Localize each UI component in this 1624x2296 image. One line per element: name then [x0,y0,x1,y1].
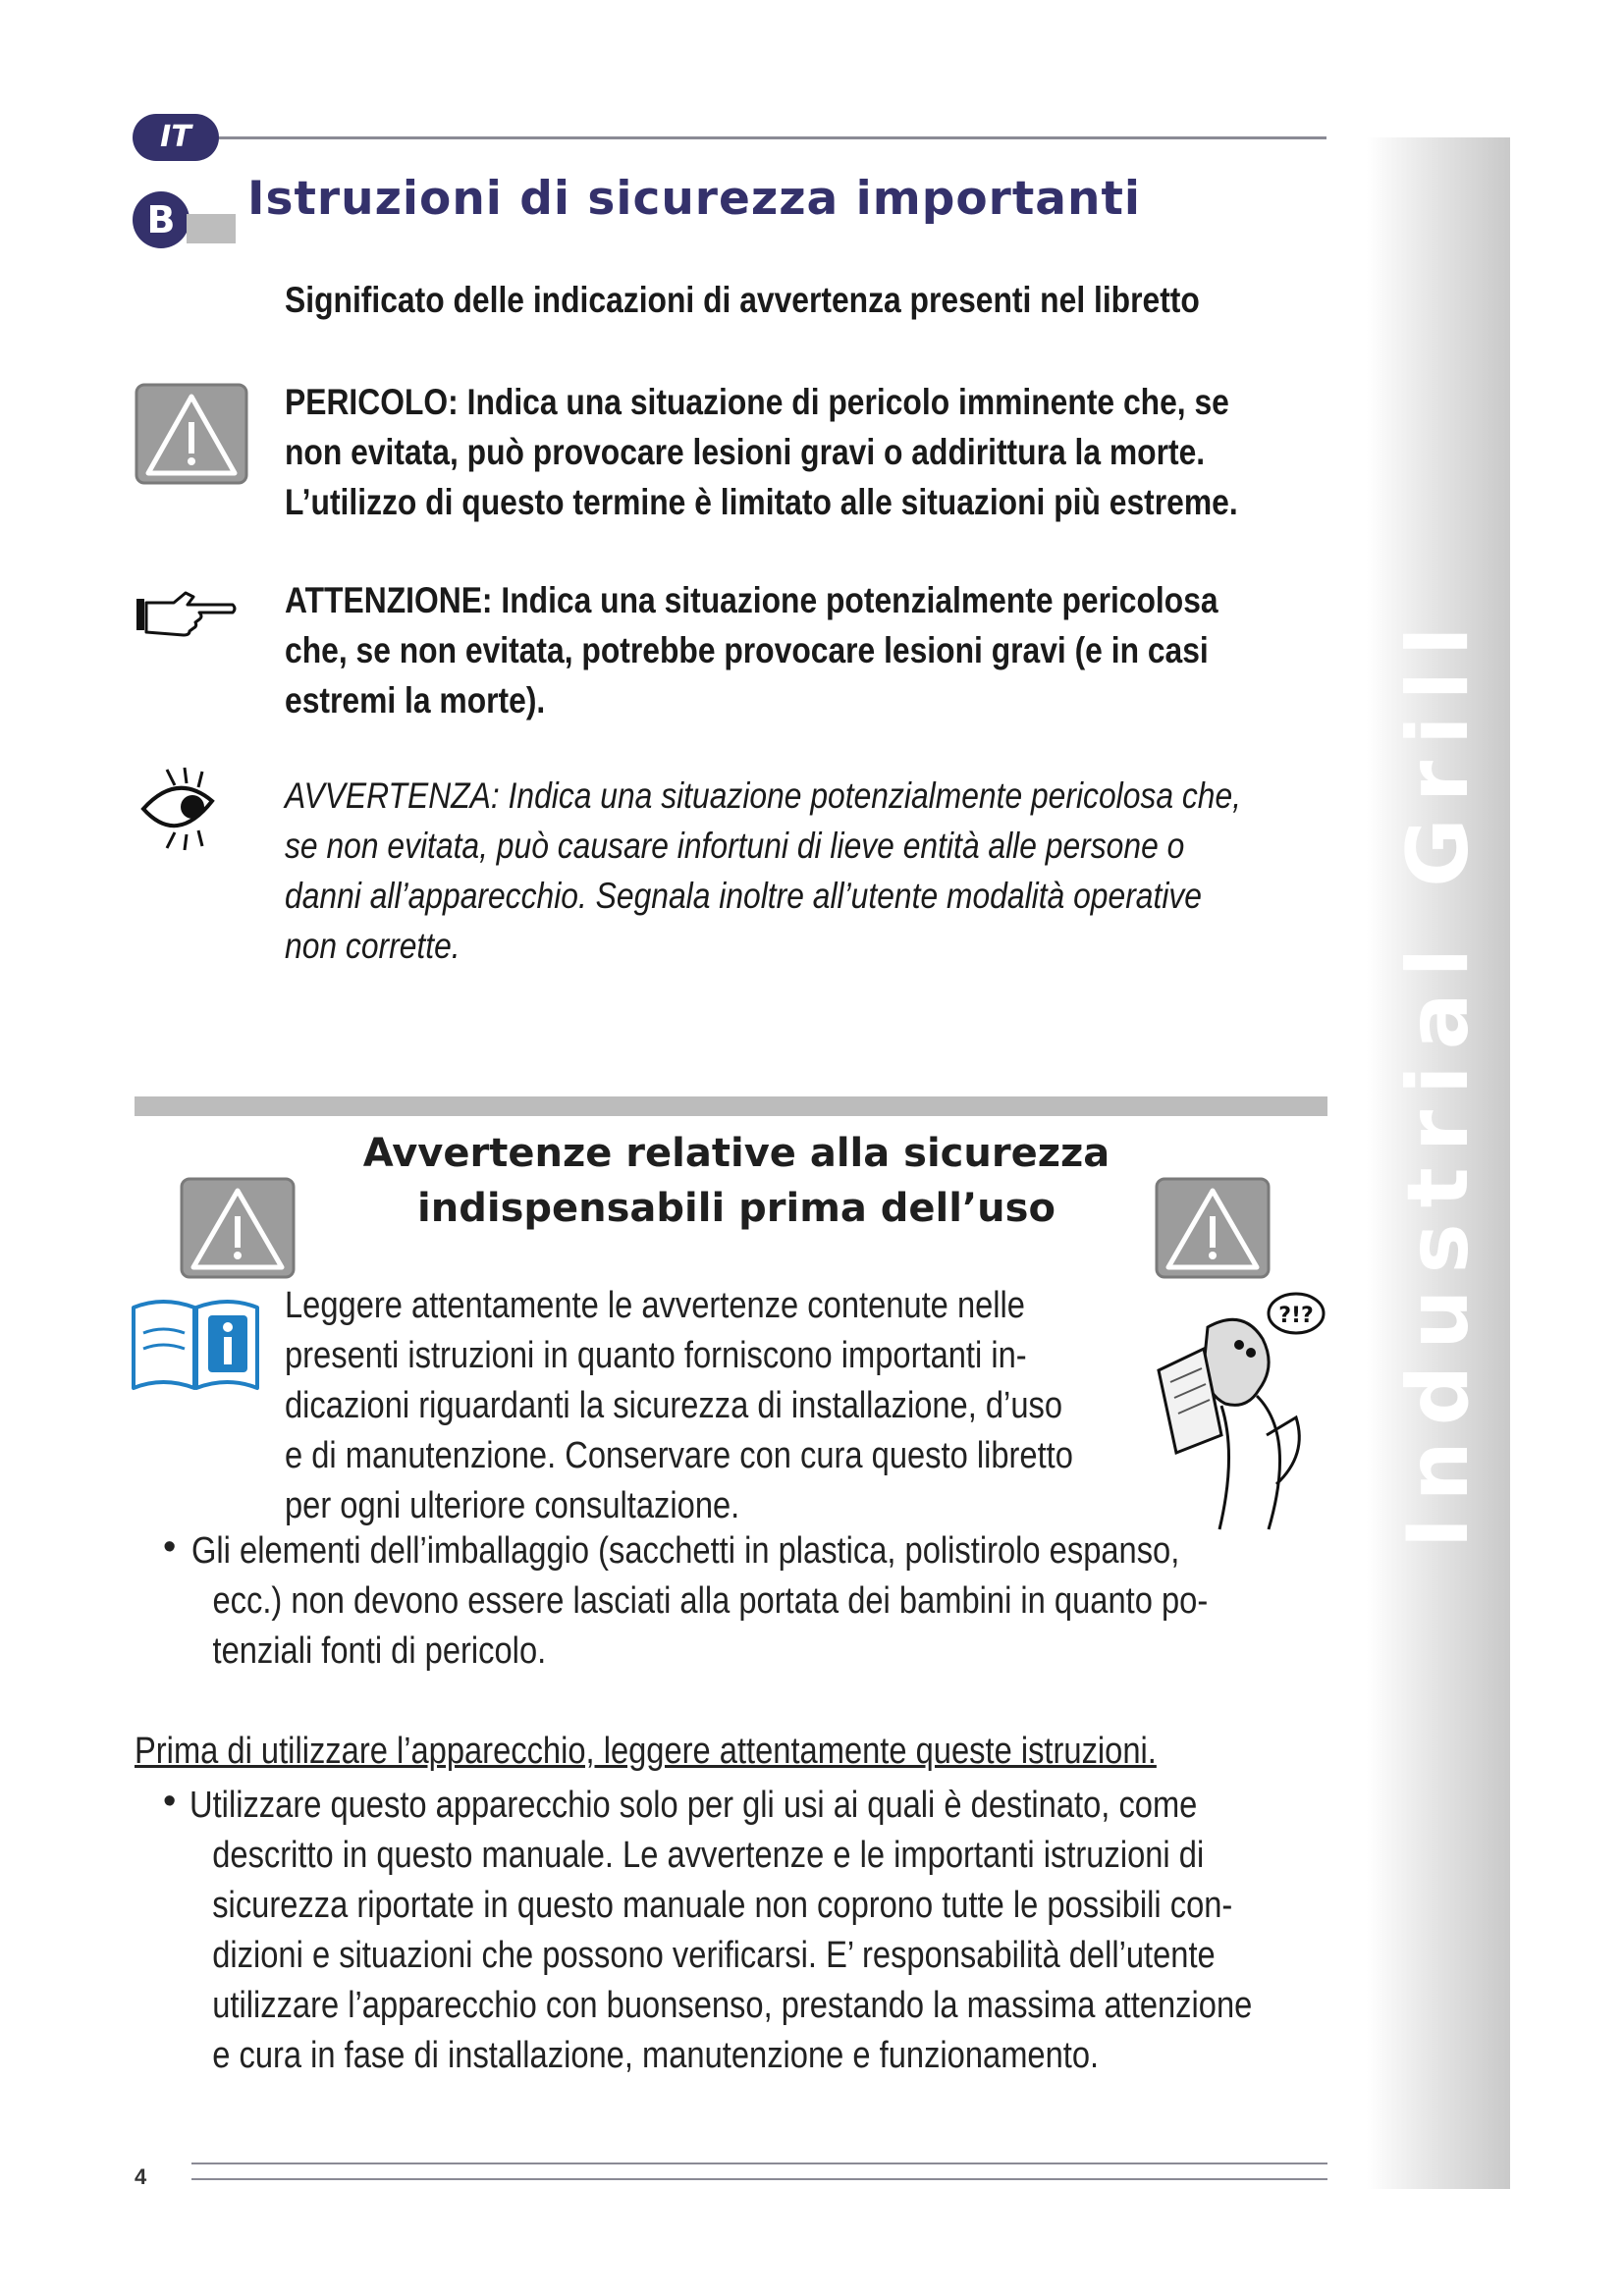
footer-rule [191,2163,1327,2164]
attention-line: estremi la morte). [285,680,546,721]
bullet-line: ecc.) non devono essere lasciati alla portata dei bambini in quanto po- [212,1580,1209,1622]
page-number: 4 [135,2164,147,2189]
attention-line: che, se non evitata, potrebbe provocare lesioni gravi (e in casi [285,630,1209,670]
bullet-line: Gli elementi dell’imballaggio (sacchetti in plastica, polistirolo espanso, [191,1530,1180,1572]
attention-paragraph [285,575,1326,725]
box-title-line2: indispensabili prima dell’uso [417,1186,1056,1231]
bullet-packaging [191,1526,1374,1677]
section-letter-bar [187,214,236,243]
read-line: dicazioni riguardanti la sicurezza di installazione, d’uso [285,1385,1063,1426]
bullet-line: descritto in questo manuale. Le avvertenze e le importanti istruzioni di [212,1835,1205,1876]
danger-line: non evitata, può provocare lesioni gravi o addirittura la morte. [285,432,1206,472]
danger-paragraph [285,377,1326,527]
info-book-icon [130,1294,261,1392]
read-line: per ogni ulteriore consultazione. [285,1485,740,1526]
section-letter-badge: B [133,191,189,248]
bullet-line: sicurezza riportate in questo manuale non coprono tutte le possibili con- [212,1885,1233,1926]
warning-paragraph [285,771,1326,971]
read-paragraph [285,1281,1168,1531]
box-title-line1: Avvertenze relative alla sicurezza [362,1131,1110,1176]
warning-line: AVVERTENZA: Indica una situazione potenzialmente pericolosa che, [285,775,1242,816]
bullet-dot: • [163,1526,177,1568]
header-rule [219,136,1326,139]
read-line: e di manutenzione. Conservare con cura questo libretto [285,1435,1073,1476]
bullet-line: dizioni e situazioni che possono verificarsi. E’ responsabilità dell’utente [212,1935,1216,1976]
bullet-line: utilizzare l’apparecchio con buonsenso, prestando la massima attenzione [212,1985,1253,2026]
underlined-instruction: Prima di utilizzare l’apparecchio, leggere attentamente queste istruzioni. [135,1731,1157,1772]
eye-icon [137,766,232,852]
reader-bubble-text: ?!? [1278,1304,1314,1328]
bullet-line: e cura in fase di installazione, manutenzione e funzionamento. [212,2035,1100,2076]
intro-subtitle: Significato delle indicazioni di avvertenza presenti nel libretto [285,280,1200,320]
read-line: presenti istruzioni in quanto forniscono importanti in- [285,1335,1027,1376]
warning-triangle-icon [135,383,248,485]
bullet-line: tenziali fonti di pericolo. [212,1630,547,1672]
footer-rule [191,2178,1327,2180]
warning-triangle-icon [180,1177,296,1279]
page-title: Istruzioni di sicurezza importanti [247,172,1142,226]
reading-person-icon [1149,1288,1327,1533]
danger-line: L’utilizzo di questo termine è limitato alle situazioni più estreme. [285,482,1238,522]
bullet-dot: • [163,1781,177,1822]
pointing-hand-icon [135,587,239,638]
attention-line: ATTENZIONE: Indica una situazione potenzialmente pericolosa [285,580,1218,620]
warning-line: non corrette. [285,926,460,966]
language-badge: IT [133,114,219,161]
read-line: Leggere attentamente le avvertenze contenute nelle [285,1285,1025,1326]
side-title: Industrial Grill [1389,611,1488,1549]
warning-line: danni all’apparecchio. Segnala inoltre all’utente modalità operative [285,876,1203,916]
warning-triangle-icon [1155,1177,1271,1279]
warning-line: se non evitata, può causare infortuni di lieve entità alle persone o [285,826,1185,866]
bullet-usage [189,1781,1426,2081]
bullet-line: Utilizzare questo apparecchio solo per gli usi ai quali è destinato, come [189,1785,1198,1826]
danger-line: PERICOLO: Indica una situazione di pericolo imminente che, se [285,382,1229,422]
section-divider [135,1096,1327,1116]
